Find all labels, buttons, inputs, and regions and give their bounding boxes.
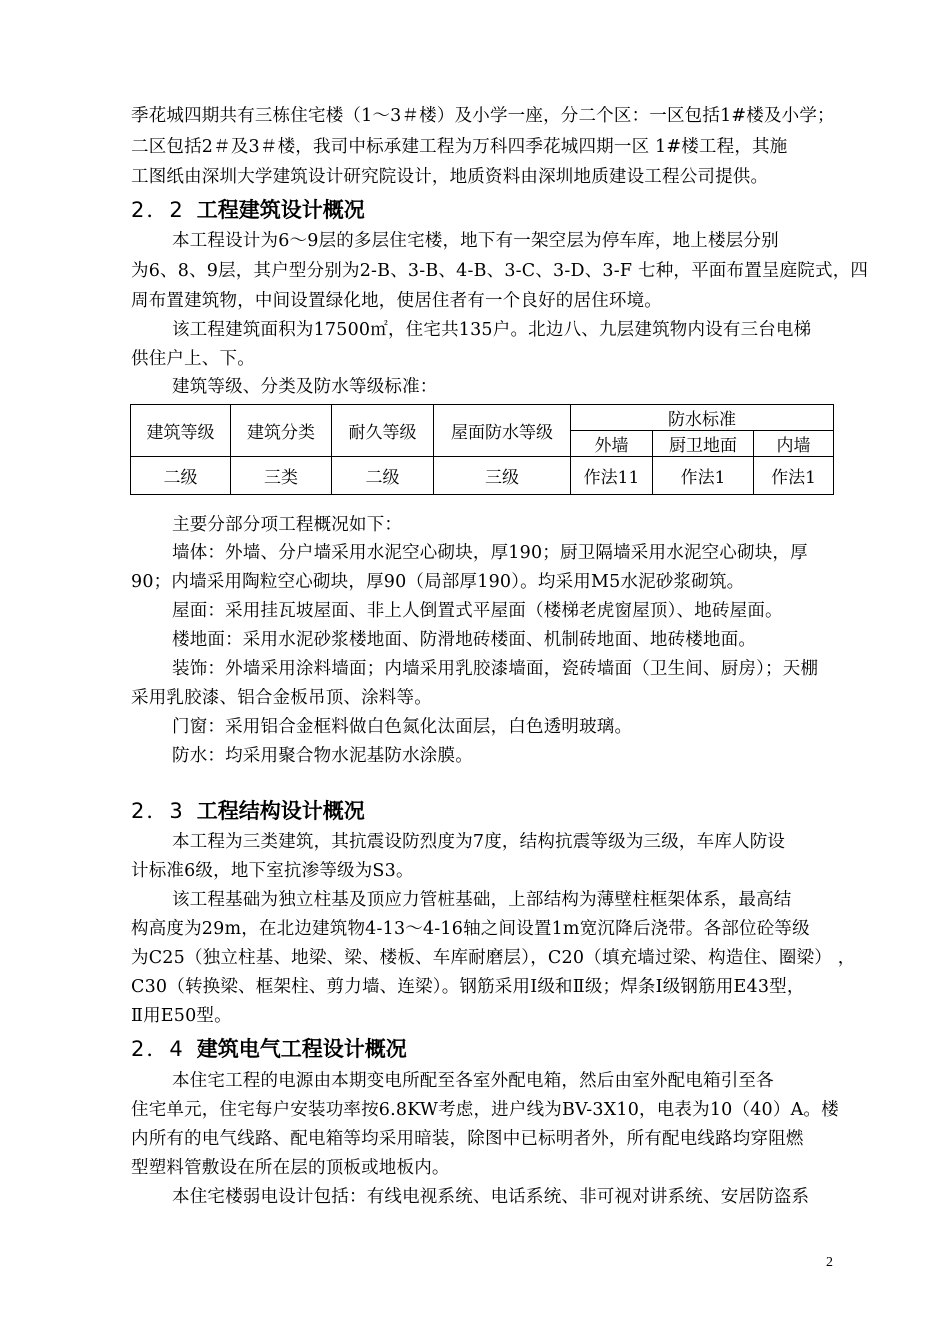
table-cell: 三级 (434, 457, 571, 495)
item-line: 采用乳胶漆、铝合金板吊顶、涂料等。 (131, 688, 432, 708)
paragraph-line: 该工程建筑面积为17500㎡，住宅共135户。北边八、九层建筑物内设有三台电梯 (172, 320, 812, 340)
item-line: 楼地面：采用水泥砂浆楼地面、防滑地砖楼面、机制砖地面、地砖楼地面。 (172, 630, 757, 650)
table-cell: 三类 (231, 457, 332, 495)
paragraph-line: 周布置建筑物，中间设置绿化地，使居住者有一个良好的居住环境。 (131, 291, 662, 311)
paragraph-line: 构高度为29m，在北边建筑物4-13～4-16轴之间设置1m宽沉降后浇带。各部位砼等级 (131, 919, 810, 939)
intro-line: 工图纸由深圳大学建筑设计研究院设计，地质资料由深圳地质建设工程公司提供。 (131, 167, 769, 187)
section-number: 2．4 (131, 1037, 185, 1061)
paragraph-line: 为C25（独立柱基、地梁、梁、楼板、车库耐磨层），C20（填充墙过梁、构造住、圈梁） ， (131, 948, 856, 968)
table-caption: 建筑等级、分类及防水等级标准： (172, 377, 438, 397)
table-cell: 二级 (332, 457, 434, 495)
paragraph-line: 本住宅工程的电源由本期变电所配至各室外配电箱，然后由室外配电箱引至各 (172, 1071, 774, 1091)
paragraph-line: 本工程设计为6～9层的多层住宅楼，地下有一架空层为停车库，地上楼层分别 (172, 231, 779, 251)
section-heading-2-2 (131, 196, 365, 224)
section-title: 工程结构设计概况 (196, 799, 365, 823)
item-line: 90；内墙采用陶粒空心砌块，厚90（局部厚190）。均采用M5水泥砂浆砌筑。 (131, 572, 745, 592)
item-line: 墙体：外墙、分户墙采用水泥空心砌块，厚190；厨卫隔墙采用水泥空心砌块，厚 (172, 543, 808, 563)
paragraph-line: C30（转换梁、框架柱、剪力墙、连梁）。钢筋采用Ⅰ级和Ⅱ级；焊条Ⅰ级钢筋用E43型， (131, 977, 805, 997)
table-cell: 二级 (131, 457, 231, 495)
paragraph-line: 内所有的电气线路、配电箱等均采用暗装，除图中已标明者外，所有配电线路均穿阻燃 (131, 1129, 804, 1149)
table-header: 耐久等级 (332, 405, 434, 457)
intro-line: 二区包括2＃及3＃楼，我司中标承建工程为万科四季花城四期一区 1#楼工程，其施 (131, 137, 788, 157)
paragraph-line: 该工程基础为独立柱基及顶应力管桩基础，上部结构为薄壁柱框架体系，最高结 (172, 890, 792, 910)
paragraph-line: 为6、8、9层，其户型分别为2-B、3-B、4-B、3-C、3-D、3-F 七种，平面布置呈庭院式，四 (131, 261, 869, 281)
paragraph-line: 住宅单元，住宅每户安装功率按6.8KW考虑，进户线为BV-3X10，电表为10（40）A。楼 (131, 1100, 839, 1120)
paragraph-line: 型塑料管敷设在所在层的顶板或地板内。 (131, 1158, 450, 1178)
table-subheader: 厨卫地面 (653, 431, 754, 457)
section-number: 2．3 (131, 799, 185, 823)
paragraph-line: 本住宅楼弱电设计包括：有线电视系统、电话系统、非可视对讲系统、安居防盗系 (172, 1187, 810, 1207)
table-subheader: 内墙 (754, 431, 834, 457)
section-number: 2．2 (131, 198, 185, 222)
item-line: 防水：均采用聚合物水泥基防水涂膜。 (172, 746, 473, 766)
intro-line: 季花城四期共有三栋住宅楼（1～3＃楼）及小学一座，分二个区：一区包括1#楼及小学； (131, 106, 835, 126)
paragraph-line: 供住户上、下。 (131, 349, 255, 369)
table-cell: 作法11 (571, 457, 653, 495)
item-line: 屋面：采用挂瓦坡屋面、非上人倒置式平屋面（楼梯老虎窗屋顶）、地砖屋面。 (172, 601, 783, 621)
item-line: 门窗：采用铝合金框料做白色氮化汰面层，白色透明玻璃。 (172, 717, 633, 737)
paragraph-line: 本工程为三类建筑，其抗震设防烈度为7度，结构抗震等级为三级，车库人防设 (172, 832, 786, 852)
standards-table (130, 404, 834, 495)
table-cell: 作法1 (754, 457, 834, 495)
table-header: 建筑分类 (231, 405, 332, 457)
table-subheader: 外墙 (571, 431, 653, 457)
paragraph-line: 计标准6级，地下室抗渗等级为S3。 (131, 861, 414, 881)
section-title: 建筑电气工程设计概况 (196, 1037, 407, 1061)
page-number: 2 (826, 1255, 833, 1270)
table-header-waterproof: 防水标准 (571, 405, 834, 431)
table-header: 建筑等级 (131, 405, 231, 457)
section-heading-2-3 (131, 797, 365, 825)
paragraph-line: Ⅱ用E50型。 (131, 1006, 232, 1026)
table-cell: 作法1 (653, 457, 754, 495)
section-heading-2-4 (131, 1035, 407, 1063)
section-title: 工程建筑设计概况 (196, 198, 365, 222)
table-header: 屋面防水等级 (434, 405, 571, 457)
sub-caption: 主要分部分项工程概况如下： (172, 515, 403, 535)
item-line: 装饰：外墙采用涂料墙面；内墙采用乳胶漆墙面，瓷砖墙面（卫生间、厨房）；天棚 (172, 659, 819, 679)
